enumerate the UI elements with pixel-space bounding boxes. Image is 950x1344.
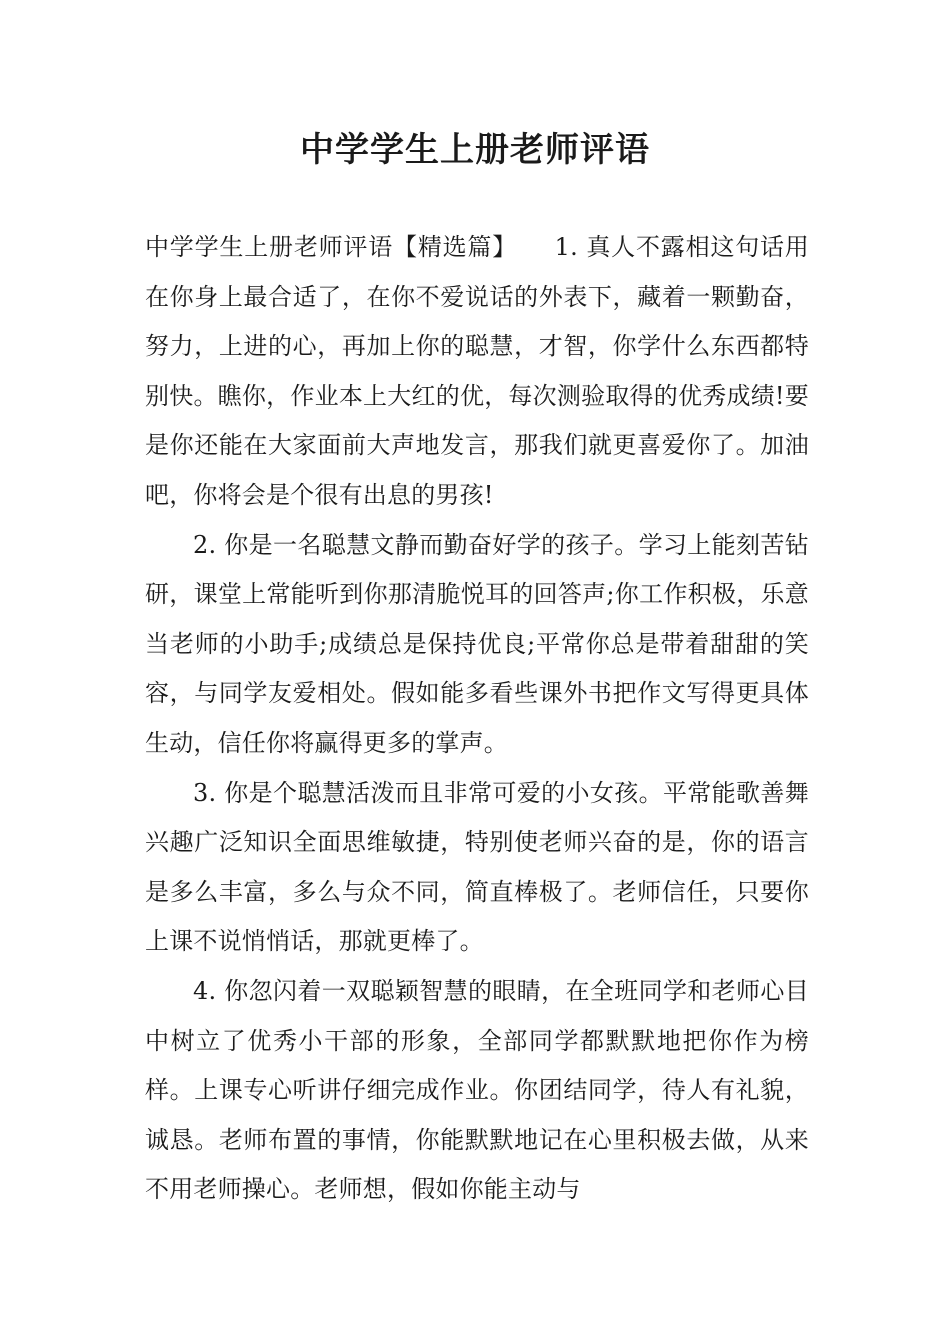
document-body [145, 223, 809, 1215]
page-title: 中学学生上册老师评语 [300, 130, 650, 170]
paragraph-comment-3: 3. 你是个聪慧活泼而且非常可爱的小女孩。平常能歌善舞兴趣广泛知识全面思维敏捷，特别使老师兴奋的是，你的语言是多么丰富，多么与众不同，简直棒极了。老师信任，只要你上课不说悄悄话，那就更棒了。 [145, 778, 809, 956]
paragraph-comment-2: 2. 你是一名聪慧文静而勤奋好学的孩子。学习上能刻苦钻研，课堂上常能听到你那清脆悦耳的回答声;你工作积极，乐意当老师的小助手;成绩总是保持优良;平常你总是带着甜甜的笑容，与同学友爱相处。假如能多看些课外书把作文写得更具体生动，信任你将赢得更多的掌声。 [145, 530, 809, 757]
paragraph-intro: 中学学生上册老师评语【精选篇】 1. 真人不露相这句话用在你身上最合适了，在你不爱说话的外表下，藏着一颗勤奋，努力，上进的心，再加上你的聪慧，才智，你学什么东西都特别快。瞧你，作业本上大红的优，每次测验取得的优秀成绩!要是你还能在大家面前大声地发言，那我们就更喜爱你了。加油吧，你将会是个很有出息的男孩! [145, 233, 809, 509]
paragraph-comment-4: 4. 你忽闪着一双聪颖智慧的眼睛，在全班同学和老师心目中树立了优秀小干部的形象，全部同学都默默地把你作为榜样。上课专心听讲仔细完成作业。你团结同学，待人有礼貌，诚恳。老师布置的事情，你能默默地记在心里积极去做，从来不用老师操心。老师想，假如你能主动与 [145, 976, 809, 1204]
